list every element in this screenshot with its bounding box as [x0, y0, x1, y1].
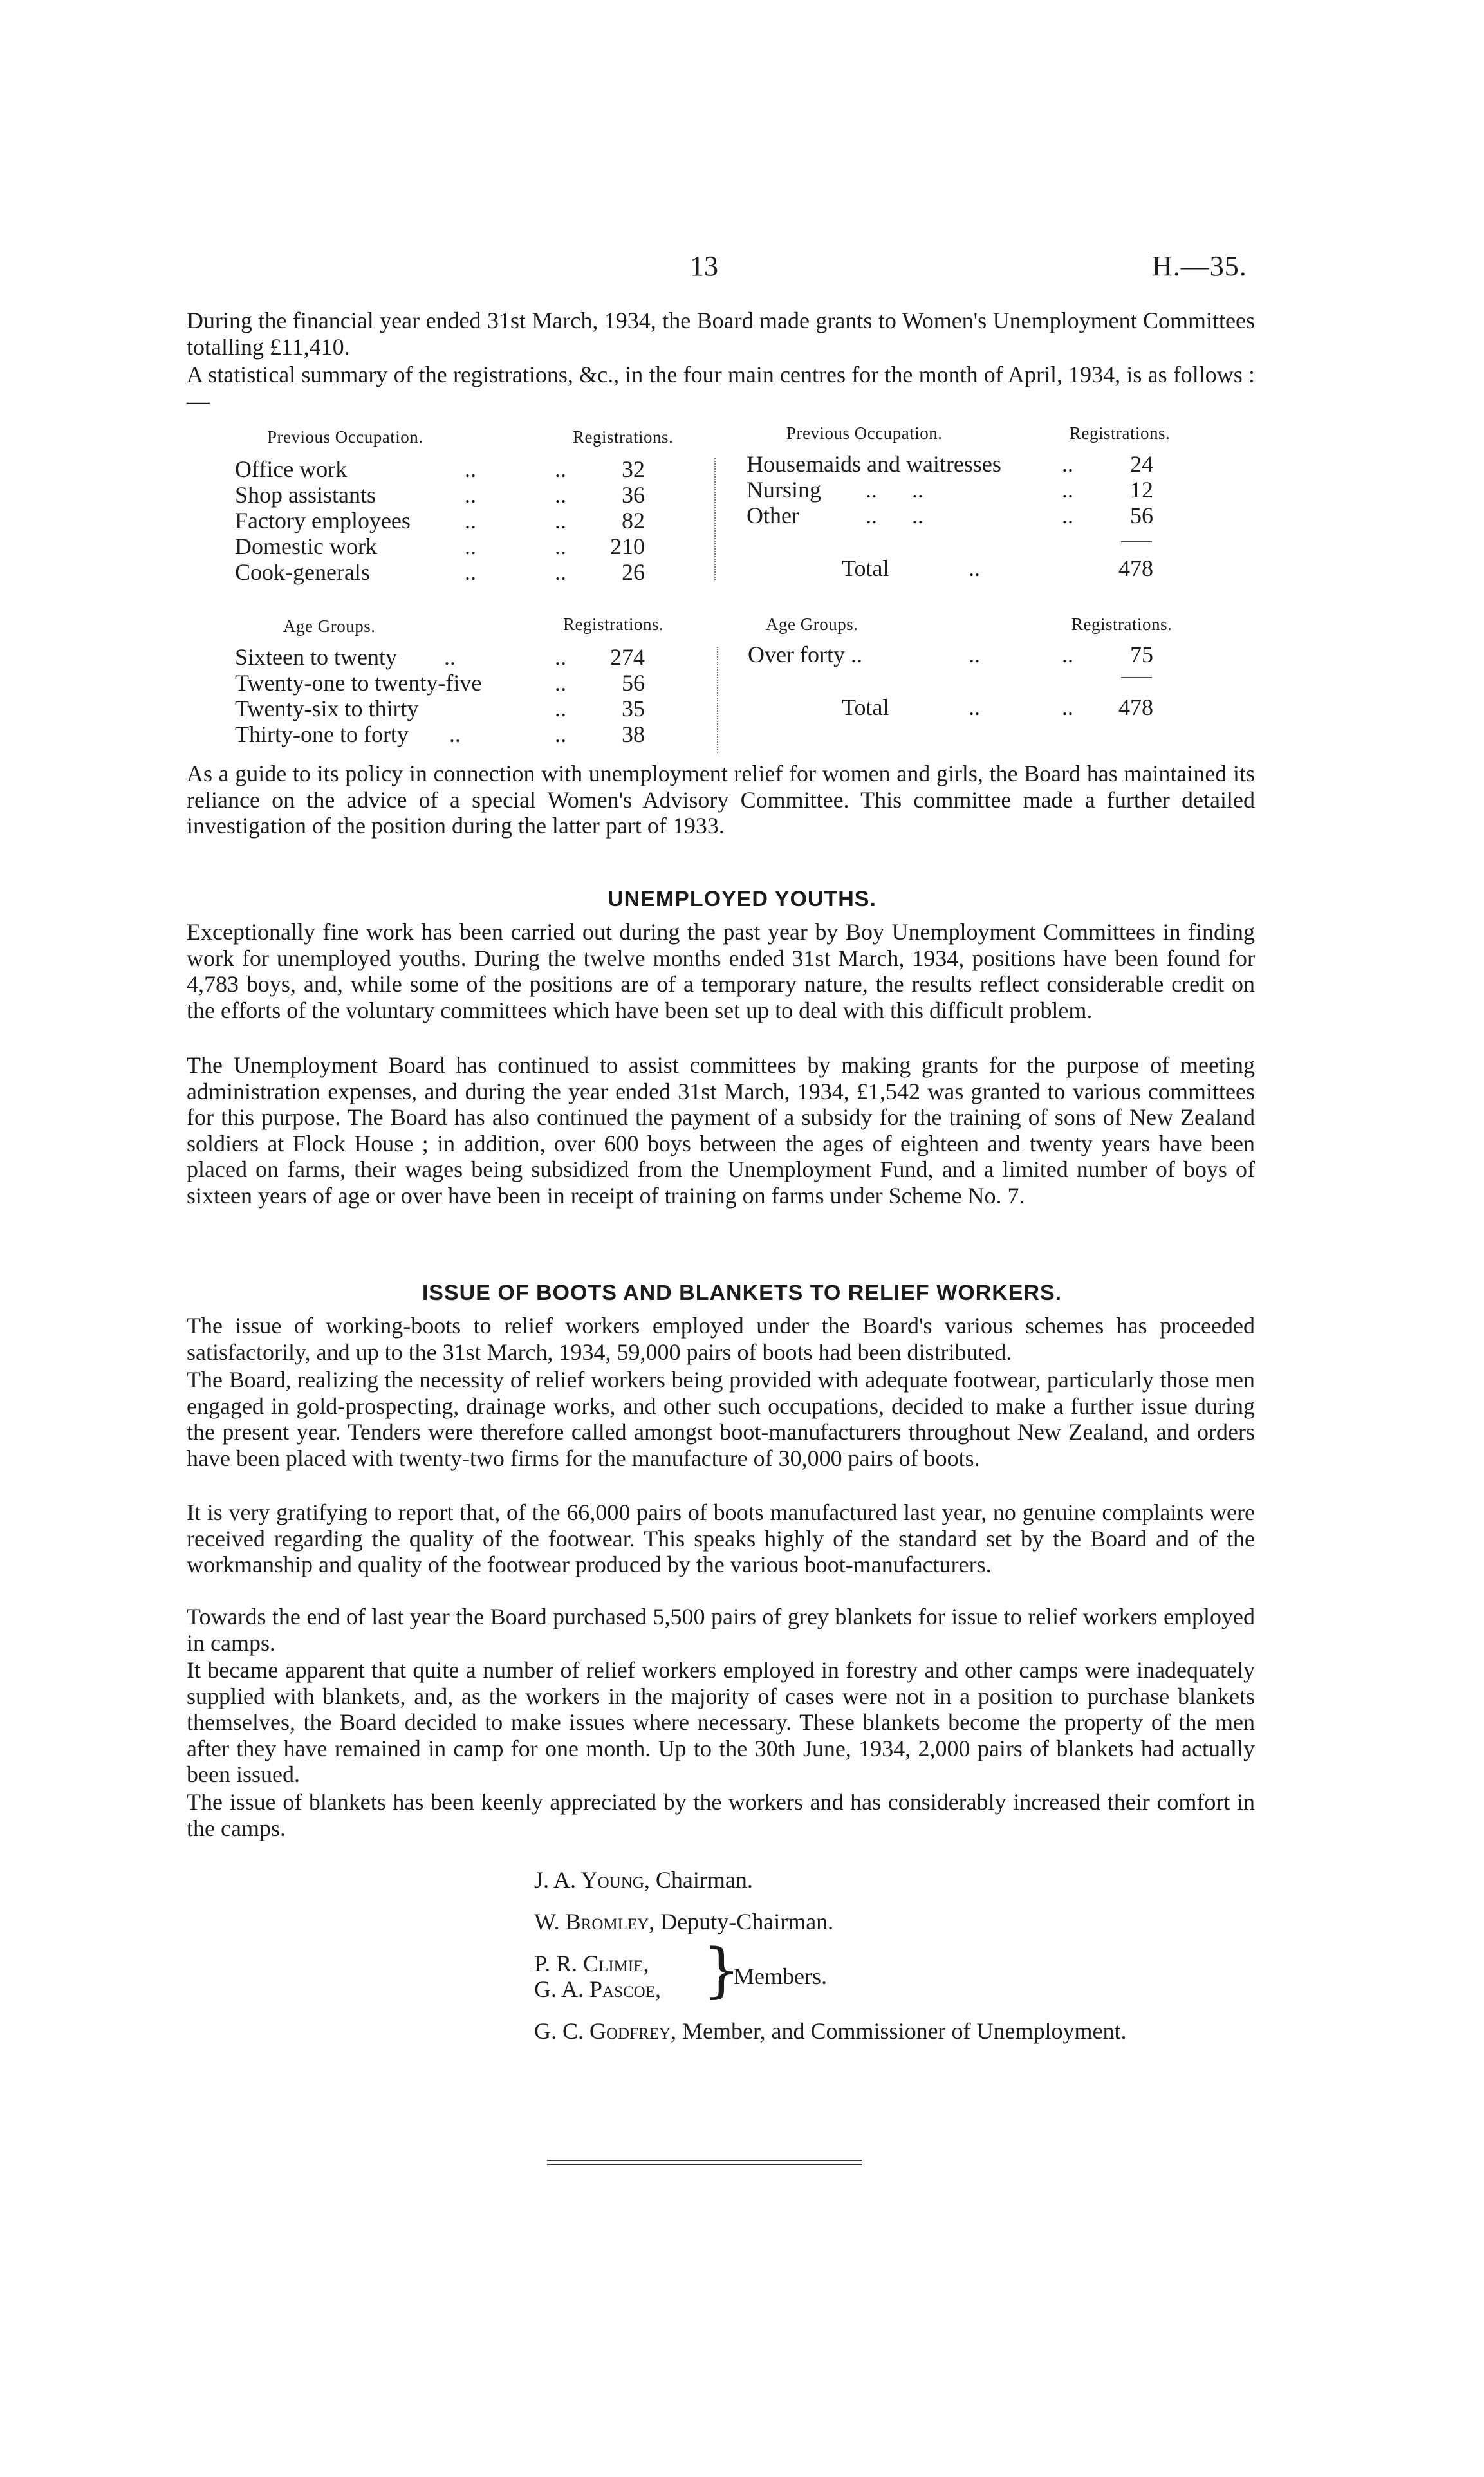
boots-paragraph-4: Towards the end of last year the Board purchased 5,500 pairs of grey blankets for issue to relief workers employed in camps.	[187, 1604, 1255, 1656]
boots-paragraph-6: The issue of blankets has been keenly appreciated by the workers and has considerably increased their comfort in the camps.	[187, 1789, 1255, 1841]
table-row-label: Thirty-one to forty	[235, 721, 409, 747]
right-registrations-header: Registrations.	[1070, 423, 1171, 443]
page-number: 13	[690, 250, 718, 282]
table-row-label: Sixteen to twenty	[235, 644, 397, 670]
signatory-role: Chairman.	[655, 1867, 753, 1893]
section-heading-boots: ISSUE OF BOOTS AND BLANKETS TO RELIEF WORKERS.	[422, 1281, 1062, 1305]
table-row-dots: ..	[555, 559, 566, 585]
table-row-dots: ..	[555, 696, 566, 721]
table-row-value: 38	[622, 721, 645, 747]
section-heading-youths: UNEMPLOYED YOUTHS.	[608, 887, 876, 911]
sum-rule	[1121, 677, 1152, 678]
table-row-value: 56	[622, 670, 645, 696]
table-row-dots: ..	[555, 670, 566, 696]
table-row-dots: ..	[555, 482, 566, 508]
youths-paragraph-2: The Unemployment Board has continued to assist committees by making grants for the purpose of meeting administration expenses, and during the year ended 31st March, 1934, £1,542 was granted to various committees for this purpose. The Board has also continued the payment of a subsidy for the training of sons of New Zealand soldiers at Flock House ; in addition, over 600 boys between the ages of eighteen and twenty years have been placed on farms, their wages being subsidized from the Unemployment Fund, and a limited number of boys of sixteen years of age or over have been in receipt of training on farms under Scheme No. 7.	[187, 1052, 1255, 1209]
table-row-label: Other	[747, 503, 799, 528]
table-row-dots: ..	[969, 642, 980, 667]
table-row-label: Nursing	[747, 477, 821, 503]
column-divider	[717, 647, 718, 753]
left-age-header: Age Groups.	[283, 617, 376, 636]
signatory-name: G. C. Godfrey,	[534, 2018, 677, 2044]
table-row-dots: ..	[465, 559, 476, 585]
signatory-role: Deputy-Chairman.	[660, 1909, 834, 1934]
table-row-dots: ..	[1062, 477, 1073, 503]
table-row-dots: ..	[555, 533, 566, 559]
table-row-dots: .. ..	[866, 503, 923, 528]
table-row-value: 56	[1130, 503, 1153, 528]
table-row-dots: ..	[465, 533, 476, 559]
table-row-label: Twenty-one to twenty-five	[235, 670, 482, 696]
signature-chairman	[534, 1866, 753, 1893]
boots-paragraph-5: It became apparent that quite a number of relief workers employed in forestry and other camps were inadequately supplied with blankets, and, as the workers in the majority of cases were not in a position to purchase blankets themselves, the Board decided to make issues where necessary. These blankets become the property of the men after they have remained in camp for one month. Up to the 30th June, 1934, 2,000 pairs of blankets had actually been issued.	[187, 1657, 1255, 1787]
column-divider	[714, 458, 716, 580]
signatory-name: P. R. Climie,	[534, 1951, 649, 1976]
table-row-dots: ..	[449, 721, 461, 747]
table-row-label: Cook-generals	[235, 559, 370, 585]
table-row-value: 82	[622, 508, 645, 533]
table-row-dots: ..	[444, 644, 456, 670]
table-row-label: Domestic work	[235, 533, 377, 559]
table-row-dots: ..	[555, 644, 566, 670]
signatory-name: W. Bromley,	[534, 1909, 655, 1934]
table-row-value: 36	[622, 482, 645, 508]
table-row-dots: ..	[1062, 642, 1073, 667]
total-dots: ..	[1062, 694, 1073, 720]
total-value: 478	[1118, 694, 1153, 720]
left-occupation-header: Previous Occupation.	[267, 427, 423, 447]
total-dots: ..	[969, 694, 980, 720]
advisory-paragraph: As a guide to its policy in connection with unemployment relief for women and girls, the Board has maintained its reliance on the advice of a special Women's Advisory Committee. This committee made a further detailed investigation of the position during the latter part of 1933.	[187, 761, 1255, 839]
signature-commissioner	[534, 2018, 1126, 2045]
signature-deputy-chairman	[534, 1908, 833, 1935]
youths-paragraph-1: Exceptionally fine work has been carried out during the past year by Boy Unemployment Committees in finding work for unemployed youths. During the twelve months ended 31st March, 1934, positions have been found for 4,783 boys, and, while some of the positions are of a temporary nature, the results reflect considerable credit on the efforts of the voluntary committees which have been set up to deal with this difficult problem.	[187, 919, 1255, 1023]
right-occupation-header: Previous Occupation.	[786, 423, 943, 443]
table-row-value: 12	[1130, 477, 1153, 503]
table-row-value: 75	[1130, 642, 1153, 667]
table-row-label: Over forty ..	[748, 642, 862, 667]
table-row-label: Factory employees	[235, 508, 411, 533]
table-row-dots: ..	[1062, 451, 1073, 477]
intro-paragraph-2: A statistical summary of the registrations, &c., in the four main centres for the month of April, 1934, is as follows :—	[187, 362, 1255, 414]
right-registrations-header: Registrations.	[1071, 615, 1173, 634]
table-row-dots: ..	[555, 508, 566, 533]
table-row-label: Office work	[235, 456, 348, 482]
table-row-dots: ..	[555, 456, 566, 482]
total-label: Total	[842, 555, 889, 581]
table-row-value: 24	[1130, 451, 1153, 477]
table-row-dots: ..	[1062, 503, 1073, 528]
table-row-label: Twenty-six to thirty	[235, 696, 419, 721]
table-row-dots: ..	[465, 456, 476, 482]
members-label: Members.	[734, 1963, 827, 1989]
end-of-page-rule	[547, 2160, 862, 2167]
intro-paragraph-1: During the financial year ended 31st March, 1934, the Board made grants to Women's Unemployment Committees totalling £11,410.	[187, 308, 1255, 360]
signatory-role: Member, and Commissioner of Unemployment.	[682, 2018, 1127, 2044]
left-registrations-header: Registrations.	[563, 615, 664, 634]
table-row-value: 274	[610, 644, 645, 670]
table-row-label: Housemaids and waitresses	[747, 451, 1001, 477]
total-label: Total	[842, 694, 889, 720]
table-row-value: 35	[622, 696, 645, 721]
table-row-dots: ..	[465, 508, 476, 533]
total-dots: ..	[969, 555, 980, 581]
table-row-label: Shop assistants	[235, 482, 376, 508]
right-age-header: Age Groups.	[766, 615, 858, 634]
sum-rule	[1121, 541, 1152, 542]
boots-paragraph-2: The Board, realizing the necessity of relief workers being provided with adequate footwear, particularly those men engaged in gold-prospecting, drainage works, and other such occupations, decided to make a further issue during the present year. Tenders were therefore called amongst boot-manufacturers throughout New Zealand, and orders have been placed with twenty-two firms for the manufacture of 30,000 pairs of boots.	[187, 1367, 1255, 1471]
signatory-name: G. A. Pascoe,	[534, 1976, 661, 2002]
table-row-dots: .. ..	[866, 477, 923, 503]
document-reference: H.—35.	[1152, 250, 1247, 282]
table-row-dots: ..	[555, 721, 566, 747]
table-row-value: 210	[610, 533, 645, 559]
signatory-name: J. A. Young,	[534, 1867, 650, 1893]
left-registrations-header: Registrations.	[573, 427, 674, 447]
table-row-value: 32	[622, 456, 645, 482]
boots-paragraph-3: It is very gratifying to report that, of the 66,000 pairs of boots manufactured last year, no genuine complaints were received regarding the quality of the footwear. This speaks highly of the standard set by the Board and of the workmanship and quality of the footwear produced by the various boot-manufacturers.	[187, 1499, 1255, 1577]
boots-paragraph-1: The issue of working-boots to relief workers employed under the Board's various schemes has proceeded satisfactorily, and up to the 31st March, 1934, 59,000 pairs of boots had been distributed.	[187, 1313, 1255, 1365]
total-value: 478	[1118, 555, 1153, 581]
table-row-dots: ..	[465, 482, 476, 508]
table-row-value: 26	[622, 559, 645, 585]
brace-icon: }	[703, 1936, 741, 2005]
